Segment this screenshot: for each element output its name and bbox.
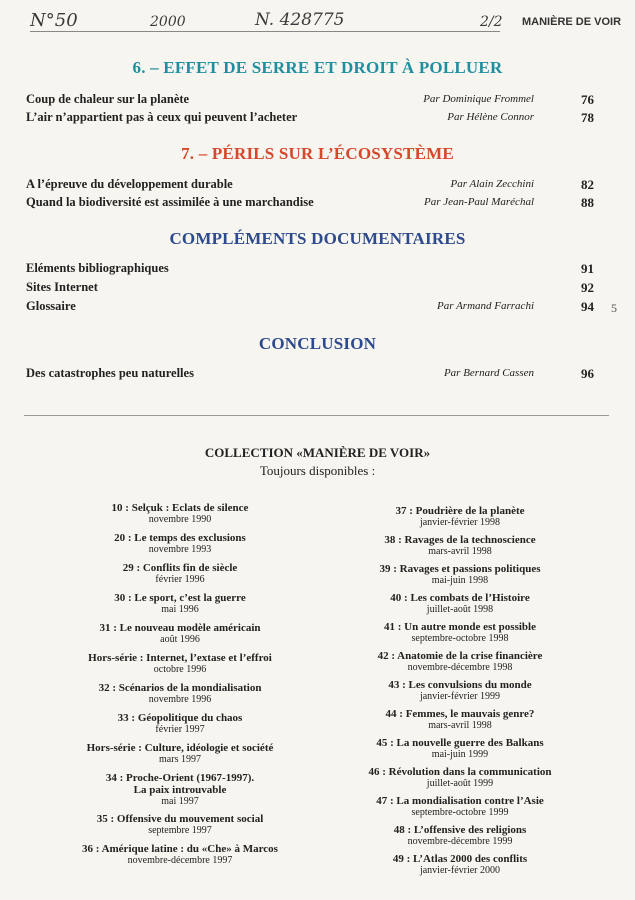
toc-title: A l’épreuve du développement durable xyxy=(26,177,233,191)
toc-page: 82 xyxy=(581,177,594,192)
issue-title: 10 : Selçuk : Eclats de silence xyxy=(111,502,249,514)
issue-item xyxy=(330,621,590,644)
issue-date: mai-juin 1999 xyxy=(431,749,489,760)
issue-date: mai 1997 xyxy=(161,796,199,807)
handwritten-issue-number: N°50 xyxy=(30,10,78,31)
issue-title: 40 : Les combats de l’Histoire xyxy=(390,592,530,604)
issue-title: 33 : Géopolitique du chaos xyxy=(117,712,243,724)
issue-item xyxy=(330,824,590,847)
issue-date: novembre-décembre 1998 xyxy=(407,662,513,673)
toc-page: 76 xyxy=(581,92,594,107)
issue-date: mars-avril 1998 xyxy=(428,546,492,557)
section-heading-conclusion: CONCLUSION xyxy=(258,334,377,353)
toc-row xyxy=(26,177,594,195)
issue-item xyxy=(330,708,590,731)
issue-date: février 1996 xyxy=(155,574,205,585)
issue-title: 45 : La nouvelle guerre des Balkans xyxy=(376,737,544,749)
collection-subtitle: Toujours disponibles : xyxy=(259,463,376,478)
issue-item xyxy=(330,795,590,818)
issue-item xyxy=(55,843,305,866)
issue-title: 39 : Ravages et passions politiques xyxy=(379,563,541,575)
issue-date: février 1997 xyxy=(155,724,205,735)
issue-item xyxy=(55,622,305,645)
toc-row xyxy=(26,261,594,279)
issue-title: 32 : Scénarios de la mondialisation xyxy=(98,682,262,694)
toc-row xyxy=(26,92,594,110)
issue-title: Hors-série : Internet, l’extase et l’effroi xyxy=(88,652,272,664)
toc-row xyxy=(26,366,594,384)
issue-title: 44 : Femmes, le mauvais genre? xyxy=(385,708,535,720)
issue-date: janvier-février 2000 xyxy=(419,865,501,876)
magazine-name: MANIÈRE DE VOIR xyxy=(522,16,622,28)
issue-title: 49 : L’Atlas 2000 des conflits xyxy=(392,853,528,865)
margin-number: 5 xyxy=(611,301,617,315)
toc-page: 94 xyxy=(581,299,594,314)
toc-row xyxy=(26,299,594,317)
issue-date: janvier-février 1999 xyxy=(419,691,501,702)
toc-page: 88 xyxy=(581,195,594,210)
issue-item xyxy=(55,532,305,555)
issue-date: novembre 1993 xyxy=(148,544,212,555)
handwritten-reference: N. 428775 xyxy=(255,10,345,30)
issue-item xyxy=(55,813,305,836)
issue-item xyxy=(55,562,305,585)
issue-date: septembre-octobre 1998 xyxy=(411,633,509,644)
issue-title: 42 : Anatomie de la crise financière xyxy=(377,650,543,662)
issue-date: juillet-août 1999 xyxy=(426,778,494,789)
section-heading-7: 7. – PÉRILS SUR L’ÉCOSYSTÈME xyxy=(181,144,454,163)
issue-item xyxy=(55,502,305,525)
issue-item xyxy=(55,712,305,735)
issue-title-line2: La paix introuvable xyxy=(133,784,227,796)
issue-date: octobre 1996 xyxy=(153,664,207,675)
issue-title: 20 : Le temps des exclusions xyxy=(114,532,246,544)
toc-row xyxy=(26,280,594,298)
issue-title: Hors-série : Culture, idéologie et société xyxy=(86,742,274,754)
divider xyxy=(24,415,609,416)
toc-author: Par Hélène Connor xyxy=(447,111,534,123)
section-heading-complements: COMPLÉMENTS DOCUMENTAIRES xyxy=(169,229,466,248)
issue-item xyxy=(330,563,590,586)
issue-item xyxy=(330,592,590,615)
issue-date: novembre 1990 xyxy=(148,514,212,525)
issue-item xyxy=(330,650,590,673)
collection-title: COLLECTION «MANIÈRE DE VOIR» xyxy=(204,445,431,460)
issue-title: 46 : Révolution dans la communication xyxy=(368,766,552,778)
handwritten-page: 2/2 xyxy=(480,14,503,30)
issue-date: janvier-février 1998 xyxy=(419,517,501,528)
toc-page: 91 xyxy=(581,261,594,276)
issue-item xyxy=(330,679,590,702)
issue-date: septembre-octobre 1999 xyxy=(411,807,509,818)
toc-title: Coup de chaleur sur la planète xyxy=(26,92,190,106)
issue-title: 36 : Amérique latine : du «Che» à Marcos xyxy=(82,843,278,855)
issue-title: 41 : Un autre monde est possible xyxy=(384,621,536,633)
toc-row xyxy=(26,110,594,128)
issue-date: novembre-décembre 1997 xyxy=(127,855,233,866)
toc-title: L’air n’appartient pas à ceux qui peuvent l’acheter xyxy=(26,110,298,124)
issue-date: novembre-décembre 1999 xyxy=(407,836,513,847)
issue-item xyxy=(330,766,590,789)
issue-title: 48 : L’offensive des religions xyxy=(393,824,527,836)
toc-author: Par Bernard Cassen xyxy=(443,367,534,379)
header-underline xyxy=(30,31,500,32)
toc-author: Par Alain Zecchini xyxy=(450,178,534,190)
issue-date: mars-avril 1998 xyxy=(428,720,492,731)
issue-title: 30 : Le sport, c’est la guerre xyxy=(114,592,246,604)
toc-author: Par Armand Farrachi xyxy=(437,300,534,312)
toc-page: 78 xyxy=(581,110,594,125)
issue-item xyxy=(55,772,305,807)
issue-title: 29 : Conflits fin de siècle xyxy=(122,562,238,574)
toc-author: Par Dominique Frommel xyxy=(423,93,534,105)
issue-title: 35 : Offensive du mouvement social xyxy=(96,813,264,825)
issue-date: septembre 1997 xyxy=(148,825,212,836)
issue-title: 38 : Ravages de la technoscience xyxy=(384,534,536,546)
issue-date: juillet-août 1998 xyxy=(426,604,494,615)
issue-item xyxy=(55,652,305,675)
toc-title: Eléments bibliographiques xyxy=(26,261,169,275)
issue-item xyxy=(330,534,590,557)
handwritten-year: 2000 xyxy=(150,14,186,30)
toc-row xyxy=(26,195,594,213)
issue-title: 31 : Le nouveau modèle américain xyxy=(99,622,261,634)
issue-item xyxy=(330,737,590,760)
issue-date: mai-juin 1998 xyxy=(431,575,489,586)
issue-item xyxy=(330,853,590,876)
toc-author: Par Jean-Paul Maréchal xyxy=(424,196,534,208)
toc-title: Quand la biodiversité est assimilée à une marchandise xyxy=(26,195,314,209)
toc-page: 96 xyxy=(581,366,594,381)
issue-item xyxy=(330,505,590,528)
issue-item xyxy=(55,592,305,615)
toc-title: Des catastrophes peu naturelles xyxy=(26,366,194,380)
section-heading-6: 6. – EFFET DE SERRE ET DROIT À POLLUER xyxy=(132,58,503,77)
issue-date: août 1996 xyxy=(160,634,200,645)
issue-title: 43 : Les convulsions du monde xyxy=(388,679,532,691)
issue-item xyxy=(55,682,305,705)
issue-date: mars 1997 xyxy=(159,754,201,765)
issue-title: 34 : Proche-Orient (1967-1997). xyxy=(105,772,255,784)
toc-page: 92 xyxy=(581,280,594,295)
issue-date: mai 1996 xyxy=(161,604,199,615)
toc-title: Glossaire xyxy=(26,299,76,313)
toc-title: Sites Internet xyxy=(26,280,98,294)
issue-title: 37 : Poudrière de la planète xyxy=(395,505,525,517)
issue-item xyxy=(55,742,305,765)
issue-title: 47 : La mondialisation contre l’Asie xyxy=(376,795,544,807)
issue-date: novembre 1996 xyxy=(148,694,212,705)
